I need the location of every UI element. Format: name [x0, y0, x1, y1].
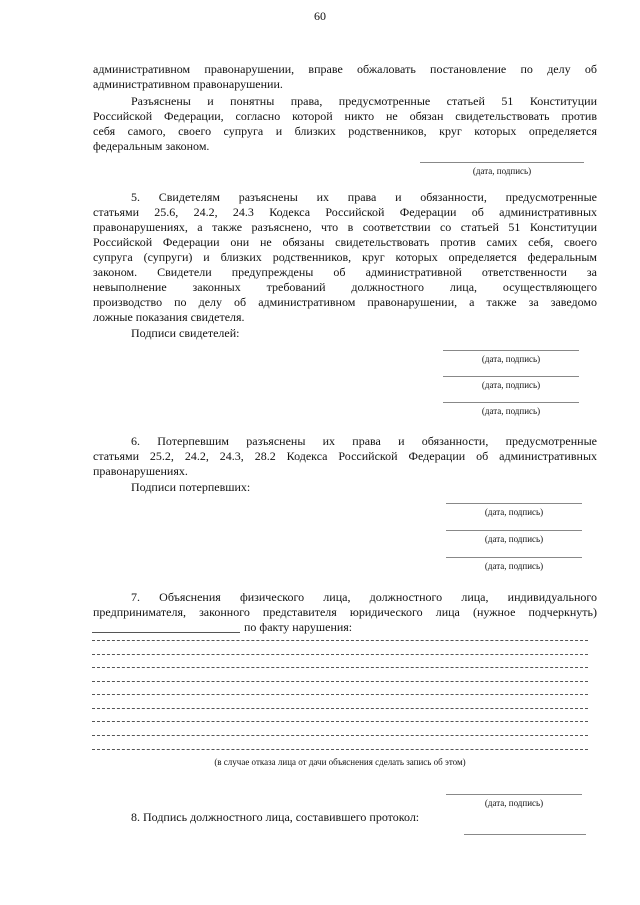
page-number: 60 — [314, 9, 326, 23]
person-type-blank[interactable] — [92, 632, 240, 633]
section5-line-6: законом. Свидетели предупреждены об административной ответственности за — [93, 265, 597, 279]
explanation-line[interactable] — [92, 694, 588, 695]
violation-suffix: по факту нарушения: — [244, 620, 353, 634]
victim-signature-caption-3: (дата, подпись) — [484, 561, 544, 571]
victim-signature-caption-1: (дата, подпись) — [484, 507, 544, 517]
rights-line-4: федеральным законом. — [93, 139, 210, 153]
section5-line-5: супруга (супруги) и близких родственников, круг которых определяется федеральным — [93, 250, 597, 264]
explanation-line[interactable] — [92, 721, 588, 722]
officer-signature-line[interactable] — [464, 834, 586, 835]
section5-line-1: 5. Свидетелям разъяснены их права и обязанности, предусмотренные — [131, 190, 597, 204]
explanation-signature-caption: (дата, подпись) — [484, 798, 544, 808]
explanation-line[interactable] — [92, 681, 588, 682]
victim-signatures-label: Подписи потерпевших: — [131, 480, 251, 494]
section7-line-1: 7. Объяснения физического лица, должностного лица, индивидуального — [131, 590, 597, 604]
rights-line-1: Разъяснены и понятны права, предусмотренные статьей 51 Конституции — [131, 94, 597, 108]
section5-line-2: статьями 25.6, 24.2, 24.3 Кодекса Российской Федерации об административных — [93, 205, 597, 219]
witness-signatures-label: Подписи свидетелей: — [131, 326, 240, 340]
explanation-line[interactable] — [92, 708, 588, 709]
explanation-line[interactable] — [92, 640, 588, 641]
witness-signature-line-2[interactable] — [443, 376, 579, 377]
witness-signature-caption-1: (дата, подпись) — [481, 354, 541, 364]
victim-signature-line-2[interactable] — [446, 530, 582, 531]
section5-line-7: невыполнение законных требований должностного лица, осуществляющего — [93, 280, 597, 294]
section6-line-1: 6. Потерпевшим разъяснены их права и обязанности, предусмотренные — [131, 434, 597, 448]
explanation-line[interactable] — [92, 667, 588, 668]
witness-signature-caption-2: (дата, подпись) — [481, 380, 541, 390]
witness-signature-line-1[interactable] — [443, 350, 579, 351]
witness-signature-caption-3: (дата, подпись) — [481, 406, 541, 416]
section5-line-8: производство по делу об административном правонарушении, а также за заведомо — [93, 295, 597, 309]
witness-signature-line-3[interactable] — [443, 402, 579, 403]
intro-line-1: административном правонарушении, вправе обжаловать постановление по делу об — [93, 62, 597, 76]
refusal-note: (в случае отказа лица от дачи объяснения сделать запись об этом) — [214, 757, 466, 767]
section5-line-3: правонарушениях, а также разъяснено, что в соответствии со статьей 51 Конституции — [93, 220, 597, 234]
signature-line-rights[interactable] — [420, 162, 584, 163]
victim-signature-line-1[interactable] — [446, 503, 582, 504]
victim-signature-caption-2: (дата, подпись) — [484, 534, 544, 544]
rights-line-3: себя самого, своего супруга и близких родственников, круг которых определяется — [93, 124, 597, 138]
rights-line-2: Российской Федерации, согласно которой никто не обязан свидетельствовать против — [93, 109, 597, 123]
explanation-line[interactable] — [92, 735, 588, 736]
section5-line-9: ложные показания свидетеля. — [93, 310, 245, 324]
section8-label: 8. Подпись должностного лица, составившего протокол: — [131, 810, 420, 824]
explanation-line[interactable] — [92, 654, 588, 655]
section7-line-2: предпринимателя, законного представителя юридического лица (нужное подчеркнуть) — [93, 605, 597, 619]
explanation-line[interactable] — [92, 749, 588, 750]
section5-line-4: Российской Федерации они не обязаны свидетельствовать против самих себя, своего — [93, 235, 597, 249]
explanation-signature-line[interactable] — [446, 794, 582, 795]
signature-caption-rights: (дата, подпись) — [472, 166, 532, 176]
section6-line-3: правонарушениях. — [93, 464, 188, 478]
victim-signature-line-3[interactable] — [446, 557, 582, 558]
section6-line-2: статьями 25.2, 24.2, 24.3, 28.2 Кодекса Российской Федерации об административных — [93, 449, 597, 463]
intro-line-2: административном правонарушении. — [93, 77, 283, 91]
